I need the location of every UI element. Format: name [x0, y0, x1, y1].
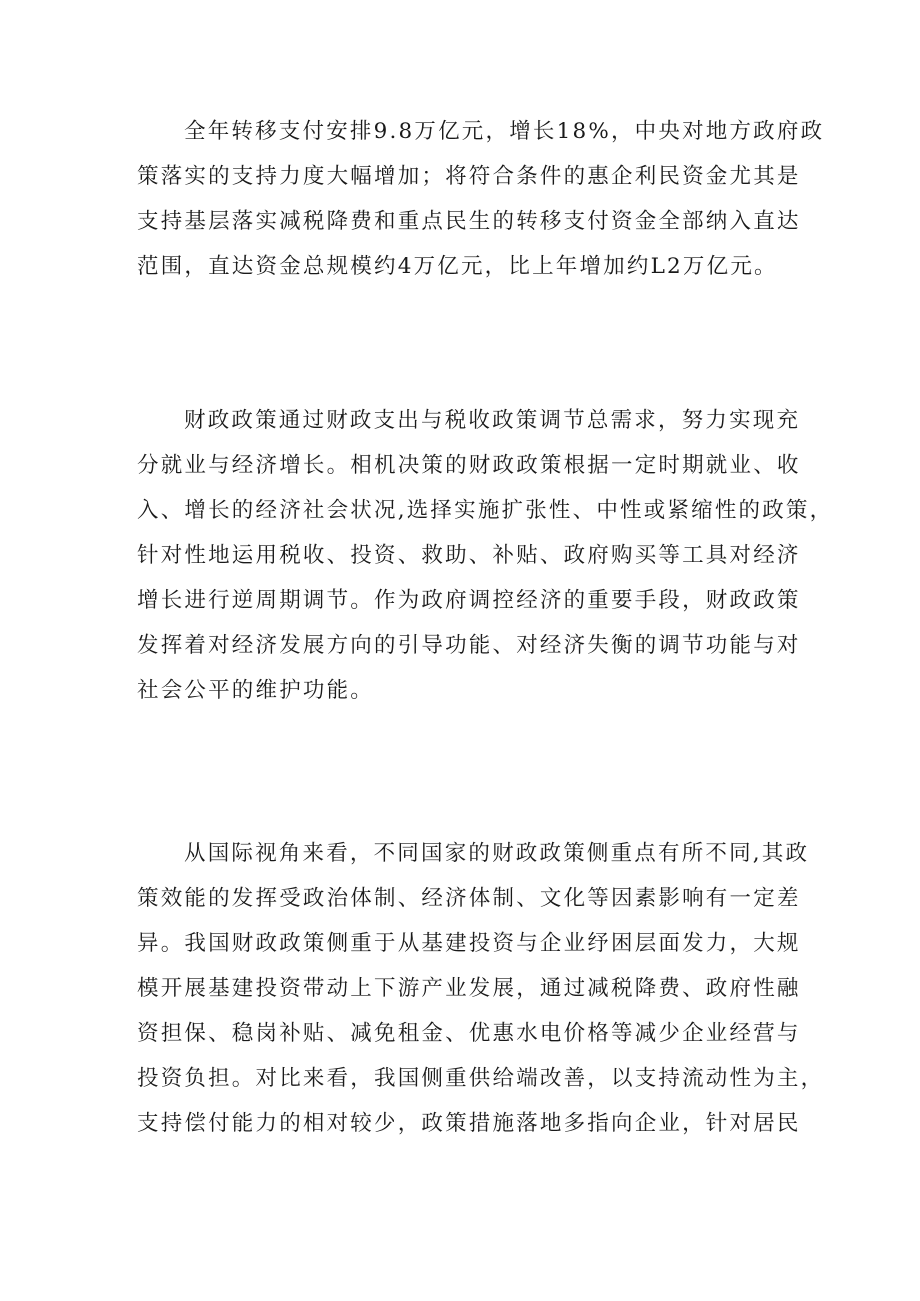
text-line: 发挥着对经济发展方向的引导功能、对经济失衡的调节功能与对 [137, 633, 801, 658]
text-line: 模开展基建投资带动上下游产业发展，通过减税降费、政府性融 [137, 976, 801, 1001]
text-line: 分就业与经济增长。相机决策的财政政策根据一定时期就业、收 [137, 453, 801, 478]
text-line: 支持偿付能力的相对较少，政策措施落地多指向企业，针对居民 [137, 1111, 801, 1136]
text-line: 异。我国财政政策侧重于从基建投资与企业纾困层面发力，大规 [137, 931, 801, 956]
text-line: 策效能的发挥受政治体制、经济体制、文化等因素影响有一定差 [137, 886, 801, 911]
text-line: 投资负担。对比来看，我国侧重供给端改善，以支持流动性为主， [137, 1066, 825, 1091]
text-line: 全年转移支付安排9.8万亿元，增长18%，中央对地方政府政 [184, 119, 825, 144]
paragraph-international-perspective [137, 831, 825, 1146]
text-line: 范围，直达资金总规模约4万亿元，比上年增加约L2万亿元。 [137, 254, 778, 279]
text-line: 针对性地运用税收、投资、救助、补贴、政府购买等工具对经济 [137, 543, 801, 568]
text-line: 策落实的支持力度大幅增加；将符合条件的惠企利民资金尤其是 [137, 164, 801, 189]
text-line: 财政政策通过财政支出与税收政策调节总需求，努力实现充 [184, 408, 801, 433]
paragraph-transfer-payments [137, 109, 825, 289]
text-line: 社会公平的维护功能。 [137, 678, 375, 703]
text-line: 支持基层落实减税降费和重点民生的转移支付资金全部纳入直达 [137, 209, 801, 234]
text-line: 入、增长的经济社会状况,选择实施扩张性、中性或紧缩性的政策， [137, 498, 834, 523]
text-line: 从国际视角来看，不同国家的财政政策侧重点有所不同,其政 [184, 841, 810, 866]
paragraph-fiscal-policy-role [137, 398, 834, 713]
text-line: 增长进行逆周期调节。作为政府调控经济的重要手段，财政政策 [137, 588, 801, 613]
text-line: 资担保、稳岗补贴、减免租金、优惠水电价格等减少企业经营与 [137, 1021, 801, 1046]
